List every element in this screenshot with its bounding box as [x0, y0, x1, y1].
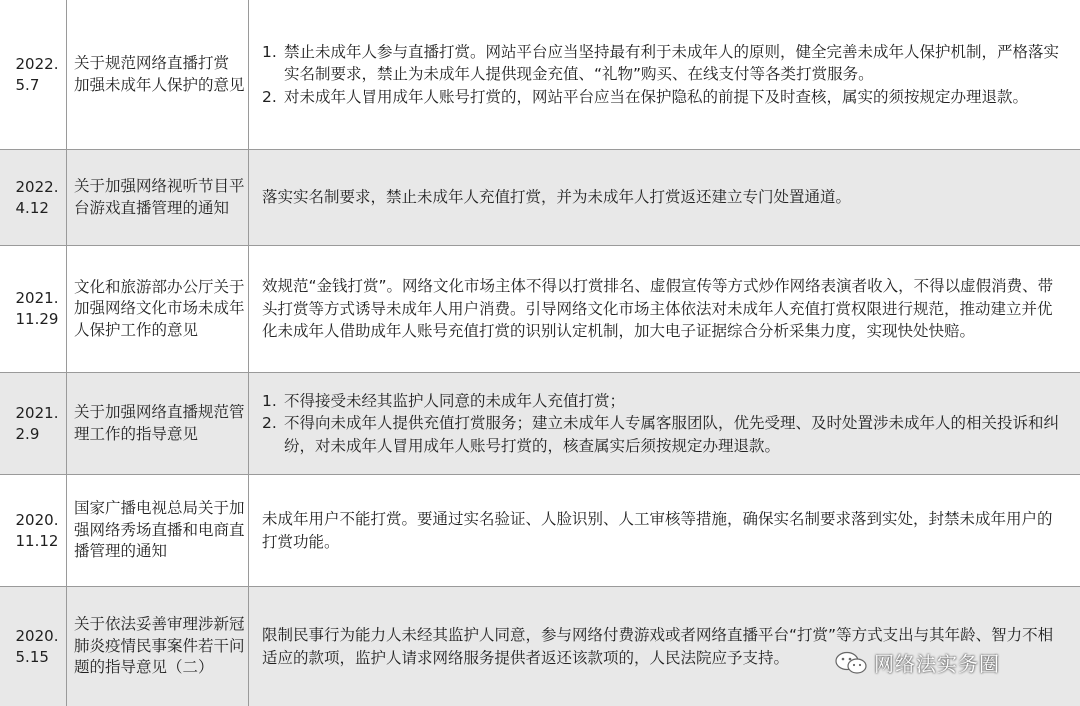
list-item: 1. 禁止未成年人参与直播打赏。网站平台应当坚持最有利于未成年人的原则，健全完善未成年人保护机制，严格落实实名制要求，禁止为未成年人提供现金充值、“礼物”购买、在线支付等各类打赏服务。 — [262, 42, 1060, 84]
content-list — [262, 390, 1066, 458]
row-date: 2020. 5.15 — [15, 626, 59, 666]
content-list — [262, 41, 1066, 109]
table-row — [0, 150, 1080, 246]
watermark — [834, 648, 1000, 677]
table-row — [0, 246, 1080, 373]
table-row — [0, 587, 1080, 706]
row-title: 关于依法妥善审理涉新冠肺炎疫情民事案件若干问题的指导意见（二） — [74, 615, 245, 677]
row-date: 2022. 5.7 — [15, 54, 59, 94]
list-item: 1. 不得接受未经其监护人同意的未成年人充值打赏； — [262, 391, 626, 410]
column-divider — [248, 0, 249, 706]
list-item: 2. 对未成年人冒用成年人账号打赏的，网站平台应当在保护隐私的前提下及时查核，属实的须按规定办理退款。 — [262, 87, 1029, 106]
row-content: 效规范“金钱打赏”。网络文化市场主体不得以打赏排名、虚假宣传等方式炒作网络表演者收入，不得以虚假消费、带头打赏等方式诱导未成年人用户消费。引导网络文化市场主体依法对未成年人充值打赏权限进行规范，推动建立并优化未成年人借助成年人账号充值打赏的识别认定机制，加大电子证据综合分析采集力度，实现快处快赔。 — [262, 277, 1054, 341]
row-content: 限制民事行为能力人未经其监护人同意，参与网络付费游戏或者网络直播平台“打赏”等方式支出与其年龄、智力不相适应的款项，监护人请求网络服务提供者返还该款项的，人民法院应予支持。 — [262, 626, 1054, 667]
row-date: 2021. 2.9 — [15, 403, 59, 443]
row-date: 2020. 11.12 — [15, 510, 59, 550]
row-content: 未成年用户不能打赏。要通过实名验证、人脸识别、人工审核等措施，确保实名制要求落到实处，封禁未成年用户的打赏功能。 — [262, 510, 1053, 551]
wechat-icon — [834, 651, 868, 675]
watermark-text: 网络法实务圈 — [874, 652, 1000, 676]
row-content: 落实实名制要求，禁止未成年人充值打赏，并为未成年人打赏返还建立专门处置通道。 — [262, 188, 852, 207]
table-row — [0, 0, 1080, 150]
row-date: 2021. 11.29 — [15, 289, 59, 328]
row-title: 关于加强网络直播规范管理工作的指导意见 — [74, 403, 245, 443]
table-row — [0, 373, 1080, 475]
table-row — [0, 475, 1080, 587]
row-title: 关于规范网络直播打赏 加强未成年人保护的意见 — [74, 54, 245, 94]
row-content — [248, 0, 1080, 149]
row-title: 关于加强网络视听节目平台游戏直播管理的通知 — [74, 177, 245, 217]
row-content — [248, 373, 1080, 474]
row-date: 2022. 4.12 — [15, 177, 59, 217]
row-title: 文化和旅游部办公厅关于加强网络文化市场未成年人保护工作的意见 — [74, 277, 245, 339]
list-item: 2. 不得向未成年人提供充值打赏服务；建立未成年人专属客服团队，优先受理、及时处置涉未成年人的相关投诉和纠纷，对未成年人冒用成年人账号打赏的，核查属实后须按规定办理退款。 — [262, 414, 1060, 455]
column-divider — [66, 0, 67, 706]
row-title: 国家广播电视总局关于加强网络秀场直播和电商直播管理的通知 — [74, 499, 245, 561]
